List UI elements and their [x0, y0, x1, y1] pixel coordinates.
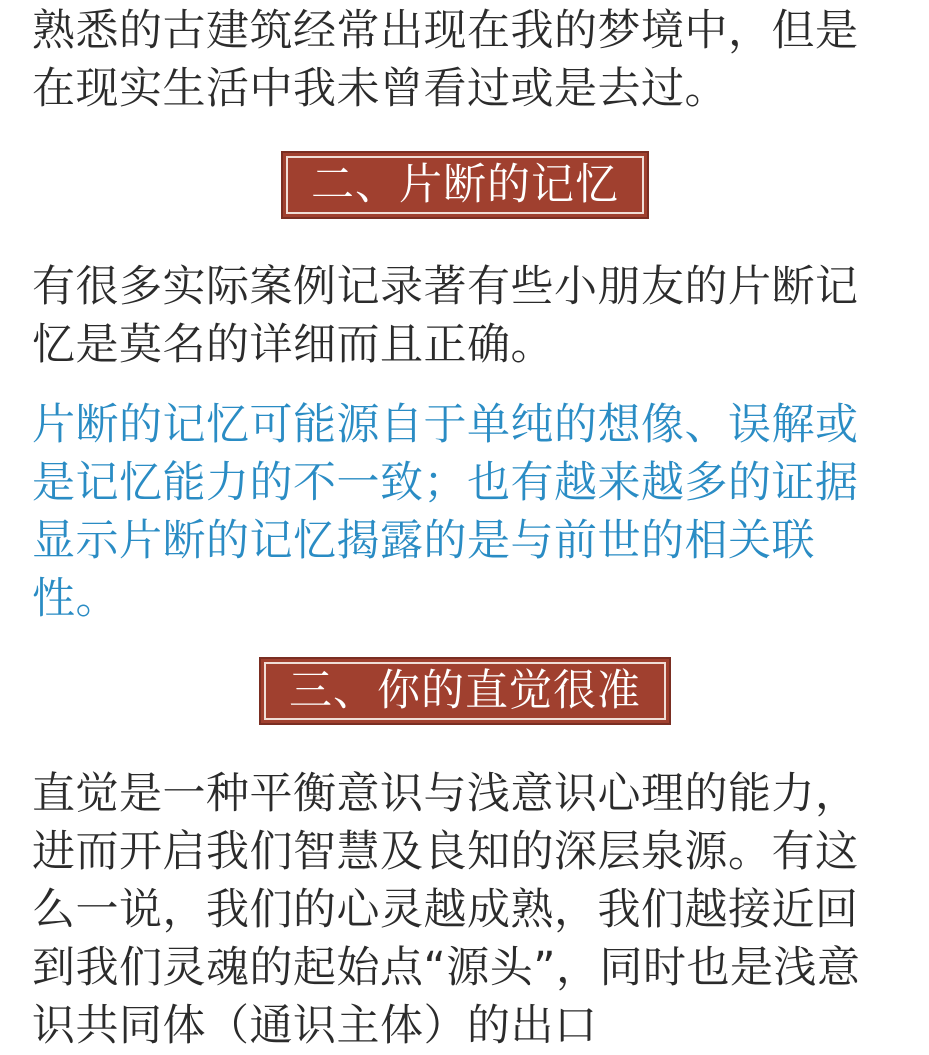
- section-heading-intuition: [32, 657, 898, 725]
- paragraph-highlight-past-life: 片断的记忆可能源自于单纯的想像、误解或是记忆能力的不一致；也有越来越多的证据显示片断的记忆揭露的是与前世的相关联性。: [32, 400, 859, 624]
- paragraph-intuition: 直觉是一种平衡意识与浅意识心理的能力，进而开启我们智慧及良知的深层泉源。有这么一说，我们的心灵越成熟，我们越接近回到我们灵魂的起始点“源头”，同时也是浅意识共同体（通识主体）的出口: [32, 769, 861, 1051]
- paragraph-dream-buildings: 熟悉的古建筑经常出现在我的梦境中，但是在现实生活中我未曾看过或是去过。: [32, 6, 859, 114]
- section-heading-fragment-memory: [32, 151, 898, 219]
- section-heading-label: 二、片断的记忆: [281, 151, 649, 219]
- paragraph-children-memory: 有很多实际案例记录著有些小朋友的片断记忆是莫名的详细而且正确。: [32, 262, 859, 370]
- section-heading-label: 三、你的直觉很准: [259, 657, 671, 725]
